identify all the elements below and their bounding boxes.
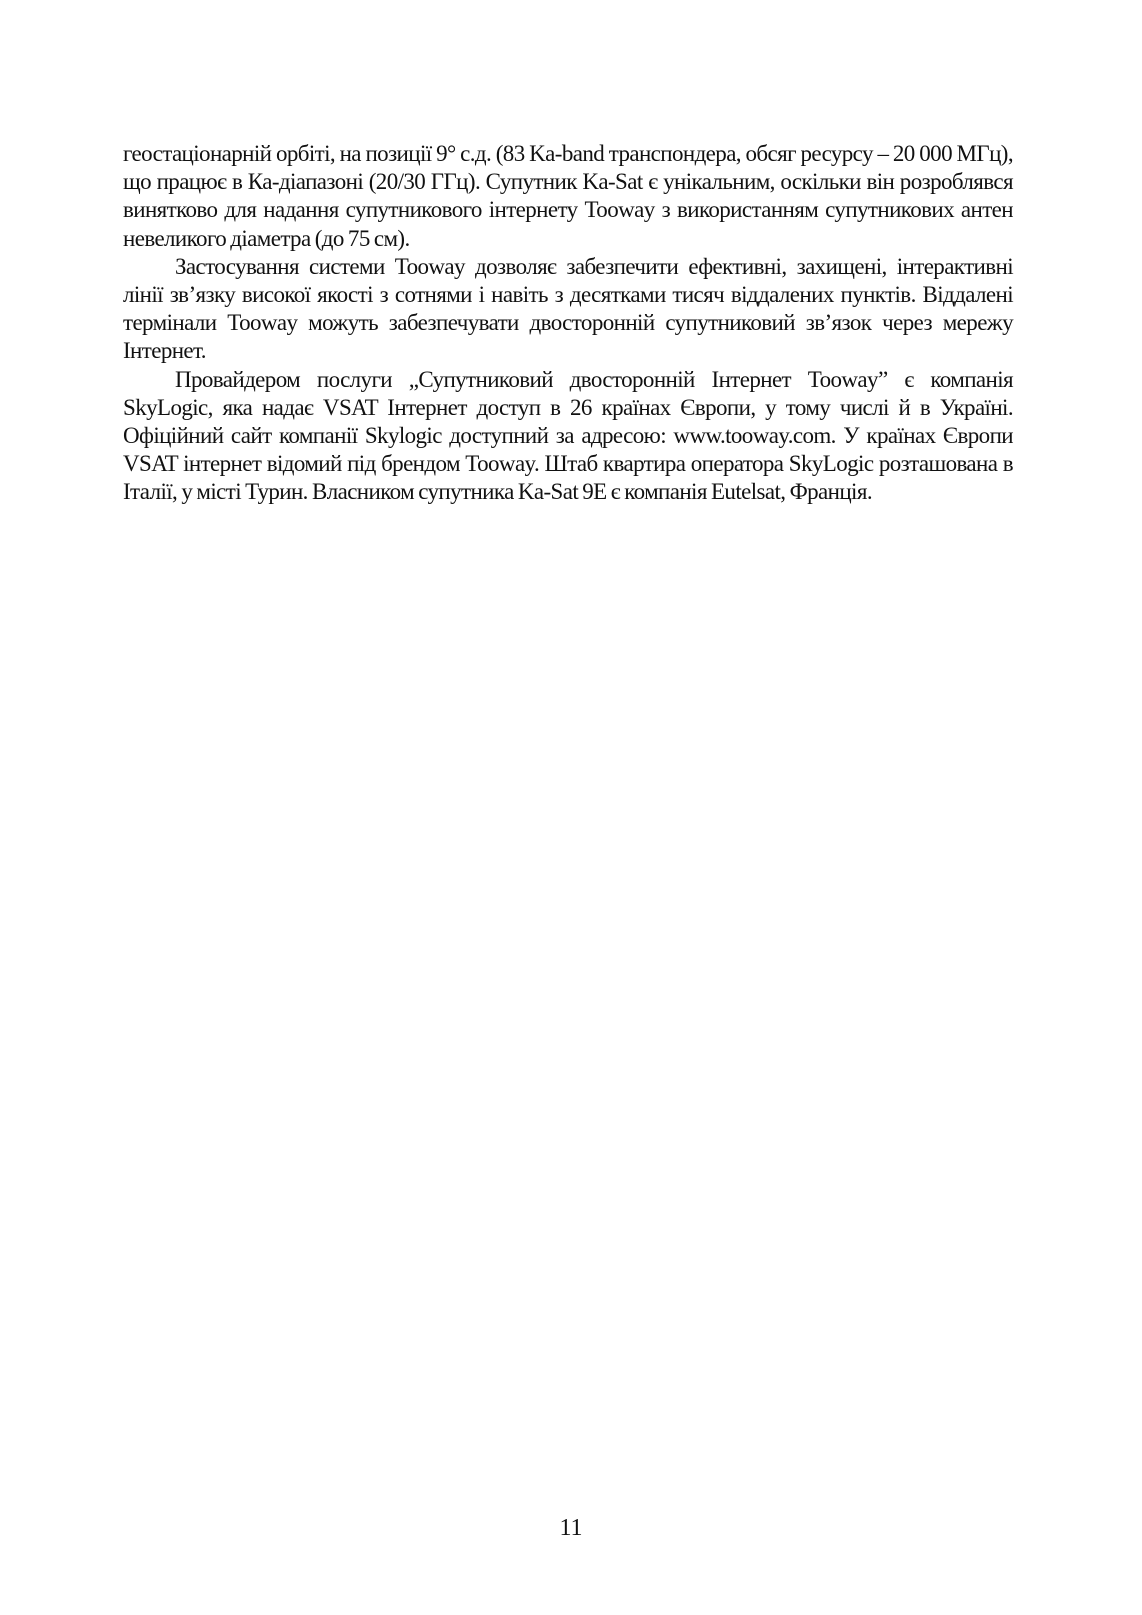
paragraph-tooway-system: Застосування системи Tooway дозволяє забезпечити ефективні, захищені, інтерактивні лінії зв’язку високої якості з сотнями і навіть з десятками тисяч віддалених пунктів. Віддалені термінали Tooway можуть забезпечувати двосторонній супутниковий зв’язок через мережу Інтернет.	[123, 253, 1013, 364]
body-text	[123, 140, 1013, 507]
paragraph-provider-skylogic: Провайдером послуги „Супутниковий двосторонній Інтернет Tooway” є компанія SkyLogic, яка надає VSAT Інтернет доступ в 26 країнах Європи, у тому числі й в Україні. Офіційний сайт компанії Skylogic доступний за адресою: www.tooway.com. У країнах Європи VSAT інтернет відомий під брендом Tooway. Штаб квартира оператора SkyLogic розташована в Італії, у місті Турин. Власником супутника Ka-Sat 9E є компанія Eutelsat, Франція.	[123, 366, 1013, 505]
page-number: 11	[559, 1515, 583, 1541]
paragraph-satellite-description: геостаціонарній орбіті, на позиції 9° с.д. (83 Ka-band транспондера, обсяг ресурсу – 20 000 МГц), що працює в Ка-діапазоні (20/30 ГГц). Супутник Ka-Sat є унікальним, оскільки він розроблявся винятково для надання супутникового інтернету Tooway з використанням супутникових антен невеликого діаметра (до 75 см).	[123, 141, 1013, 251]
